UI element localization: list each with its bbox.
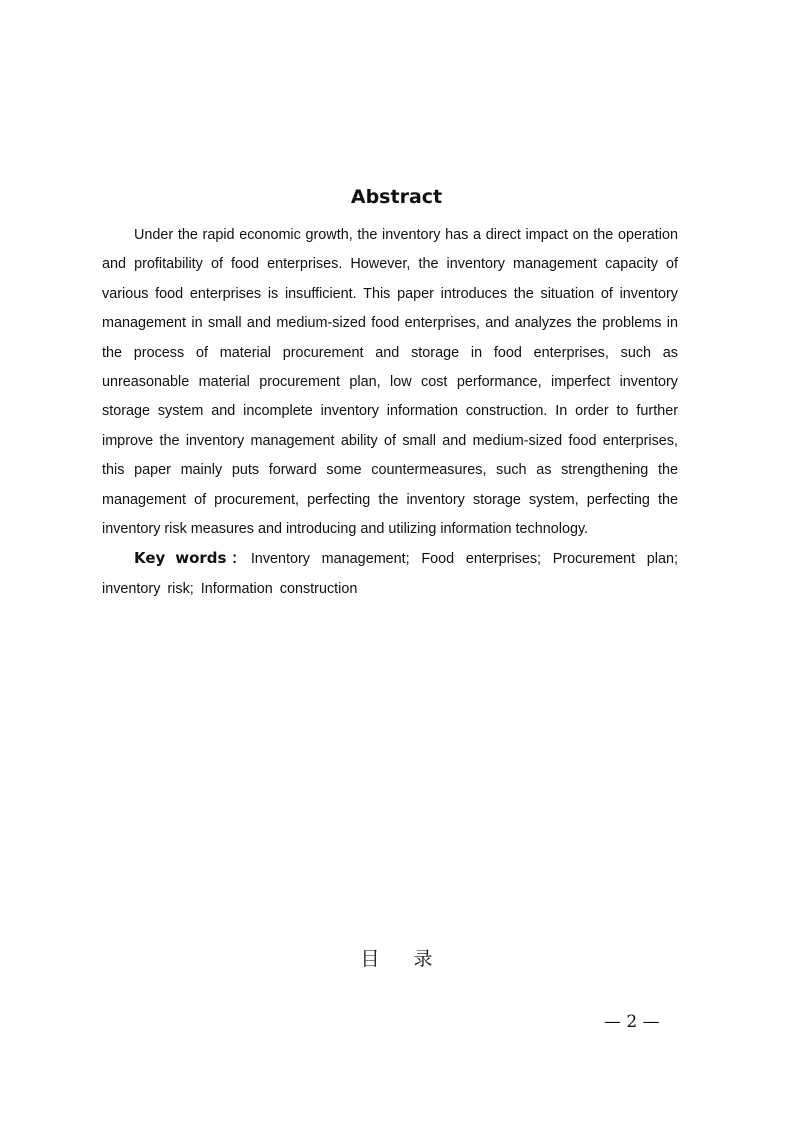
toc-heading: 目录: [360, 948, 467, 970]
abstract-title: Abstract: [350, 186, 443, 208]
abstract-body: [102, 221, 678, 604]
keywords-paragraph: [102, 544, 678, 604]
abstract-paragraph: Under the rapid economic growth, the inventory has a direct impact on the operation and profitability of food enterprises. However, the inventory management capacity of various food enterprises is insufficient. This paper introduces the situation of inventory management in small and medium-sized food enterprises, and analyzes the problems in the process of material procurement and storage in food enterprises, such as unreasonable material procurement plan, low cost performance, imperfect inventory storage system and incomplete inventory information construction. In order to further improve the inventory management ability of small and medium-sized food enterprises, this paper mainly puts forward some countermeasures, such as strengthening the management of procurement, perfecting the inventory storage system, perfecting the inventory risk measures and introducing and utilizing information technology.: [102, 227, 678, 538]
page-number: — 2 —: [604, 1012, 660, 1032]
keywords-text: Inventory management; Food enterprises; Procurement plan; inventory risk; Information construction: [102, 551, 678, 597]
keywords-label: Key words：: [134, 549, 251, 568]
